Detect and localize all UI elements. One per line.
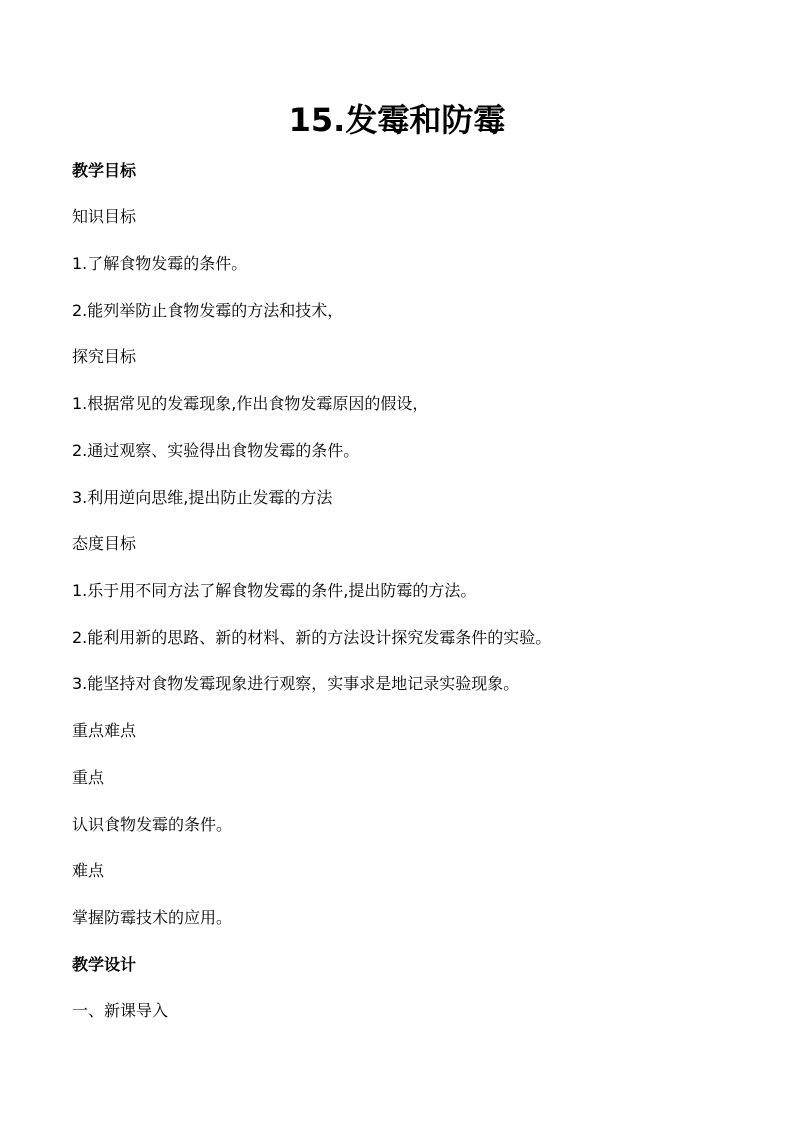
paragraph: 1.了解食物发霉的条件。: [72, 254, 248, 273]
paragraph: 2.能列举防止食物发霉的方法和技术，: [72, 301, 344, 320]
section-heading-teaching-goals: 教学目标: [72, 161, 137, 180]
subheading-key-points: 重点难点: [72, 721, 137, 740]
subheading-inquiry-goals: 探究目标: [72, 347, 137, 366]
subheading-key: 重点: [72, 768, 105, 787]
section-heading-teaching-design: 教学设计: [72, 955, 137, 974]
paragraph: 3.能坚持对食物发霉现象进行观察，实事求是地记录实验现象。: [72, 674, 520, 693]
paragraph: 2.通过观察、实验得出食物发霉的条件。: [72, 441, 360, 460]
subheading-knowledge-goals: 知识目标: [72, 207, 137, 226]
paragraph: 一、新课导入: [72, 1001, 169, 1020]
paragraph: 2.能利用新的思路、新的材料、新的方法设计探究发霉条件的实验。: [72, 628, 552, 647]
paragraph: 3.利用逆向思维,提出防止发霉的方法: [72, 488, 333, 507]
subheading-difficulty: 难点: [72, 861, 105, 880]
subheading-attitude-goals: 态度目标: [72, 534, 137, 553]
paragraph: 认识食物发霉的条件。: [72, 815, 233, 834]
paragraph: 1.根据常见的发霉现象,作出食物发霉原因的假设，: [72, 394, 429, 413]
paragraph: 掌握防霉技术的应用。: [72, 908, 233, 927]
paragraph: 1.乐于用不同方法了解食物发霉的条件,提出防霉的方法。: [72, 581, 477, 600]
document-title: 15.发霉和防霉: [288, 101, 506, 139]
